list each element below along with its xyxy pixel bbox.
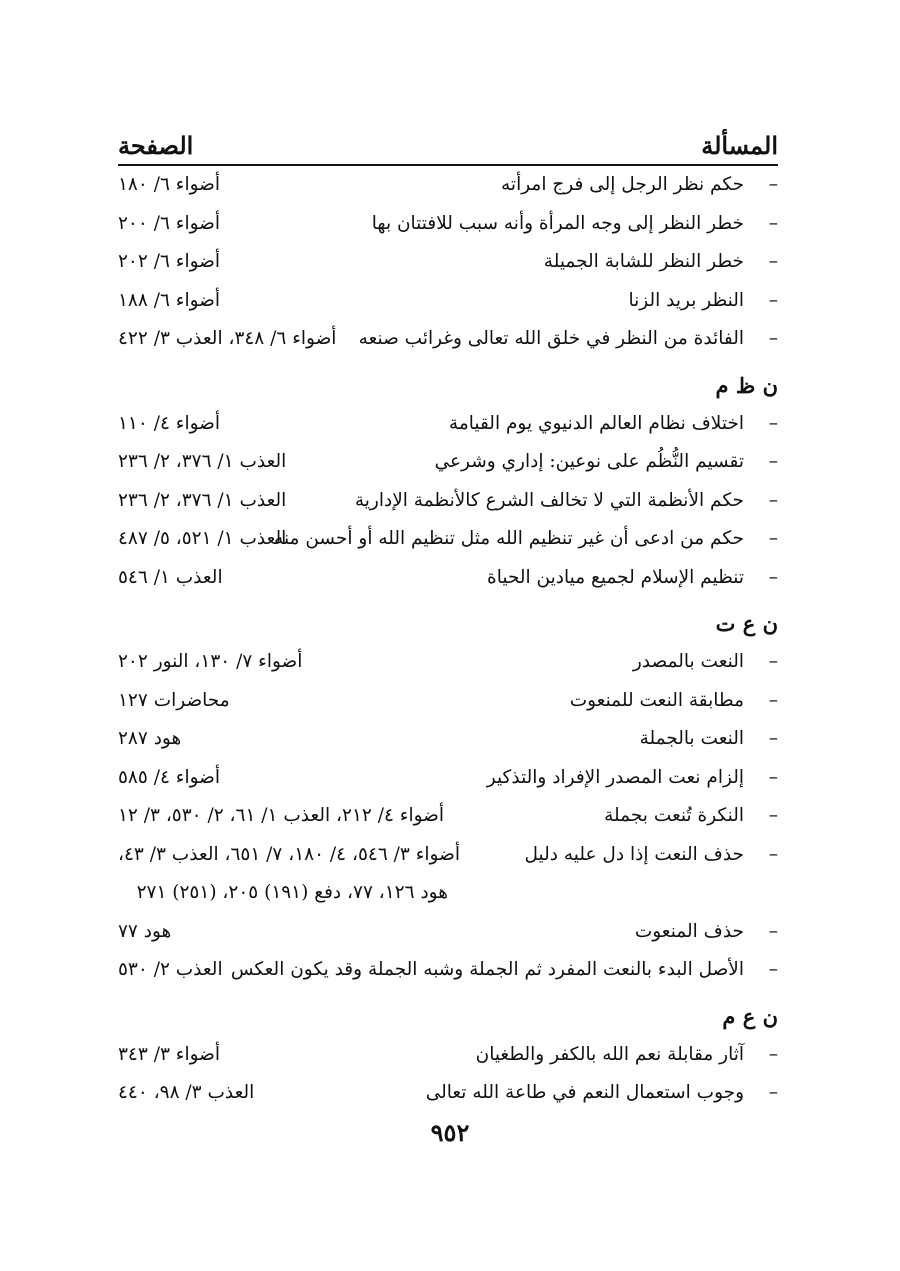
entry-dash: – [768,805,778,826]
entry-reference: أضواء ٧/ ١٣٠، النور ٢٠٢ [118,651,303,672]
index-page [118,120,778,1113]
entry-dash: – [768,251,778,272]
entry-reference: العذب ١/ ٣٧٦، ٢/ ٢٣٦ [118,489,287,511]
entry-topic: اختلاف نظام العالم الدنيوي يوم القيامة [448,412,744,434]
entry-dash: – [768,451,778,472]
entry-topic: الأصل البدء بالنعت المفرد ثم الجملة وشبه الجملة وقد يكون العكس [230,959,744,980]
entry-dash: – [768,412,778,434]
entry-reference: أضواء ٤/ ٢١٢، العذب ١/ ٦١، ٢/ ٥٣٠، ٣/ ١٢ [118,805,445,826]
entry-topic: الفائدة من النظر في خلق الله تعالى وغرائب صنعه [358,328,744,349]
entry-reference: العذب ١/ ٥٢١، ٥/ ٤٨٧ [118,528,287,549]
index-entry [118,797,778,836]
entry-reference: العذب ١/ ٥٤٦ [118,566,223,588]
entry-dash: – [768,489,778,511]
entry-dash: – [768,328,778,349]
entry-reference-continuation: هود ١٢٦، ٧٧، دفع (١٩١) ٢٠٥، (٢٥١) ٢٧١ [136,882,448,903]
entry-dash: – [768,959,778,980]
entry-dash: – [768,289,778,311]
entry-topic: إلزام نعت المصدر الإفراد والتذكير [486,766,744,788]
page-number: ٩٥٢ [430,1118,470,1147]
entry-reference: أضواء ٣/ ٥٤٦، ٤/ ١٨٠، ٧/ ٦٥١، العذب ٣/ ٤٣، [118,843,460,865]
index-entry [118,1074,778,1113]
entry-topic: حذف المنعوت [634,920,744,942]
index-entries [118,166,778,1113]
entry-dash: – [768,566,778,588]
entry-dash: – [768,843,778,865]
index-entry [118,443,778,482]
index-entry [118,836,778,875]
entry-reference: محاضرات ١٢٧ [118,689,230,711]
entry-topic: خطر النظر للشابة الجميلة [543,251,744,272]
index-entry [118,243,778,282]
section-heading: ن ع ت [715,611,778,636]
entry-topic: حذف النعت إذا دل عليه دليل [524,843,744,865]
entry-topic: حكم الأنظمة التي لا تخالف الشرع كالأنظمة الإدارية [354,489,744,511]
entry-topic: تقسيم النُّظُم على نوعين: إداري وشرعي [434,451,744,472]
entry-dash: – [768,766,778,788]
index-entry [118,720,778,759]
index-entry [118,205,778,244]
entry-reference: أضواء ٤/ ٥٨٥ [118,766,221,788]
entry-topic: تنظيم الإسلام لجميع ميادين الحياة [487,566,744,588]
header-page: الصفحة [118,131,194,160]
index-entry [118,320,778,359]
index-entry [118,282,778,321]
index-entry [118,643,778,682]
index-entry [118,951,778,990]
index-entry [118,166,778,205]
index-entry [118,482,778,521]
entry-dash: – [768,1082,778,1103]
index-entry [118,682,778,721]
entry-dash: – [768,528,778,549]
entry-topic: مطابقة النعت للمنعوت [569,689,744,711]
entry-topic: النظر بريد الزنا [628,289,744,311]
entry-reference: هود ٢٨٧ [118,728,182,749]
index-entry [118,1036,778,1075]
entry-reference: العذب ٣/ ٩٨، ٤٤٠ [118,1082,255,1103]
entry-reference: أضواء ٦/ ٣٤٨، العذب ٣/ ٤٢٢ [118,328,337,349]
index-entry [118,405,778,444]
entry-dash: – [768,689,778,711]
entry-topic: خطر النظر إلى وجه المرأة وأنه سبب للافتتان بها [371,212,744,234]
entry-reference: هود ٧٧ [118,920,172,942]
entry-reference: أضواء ٦/ ٢٠٠ [118,212,221,234]
index-entry [118,913,778,952]
entry-reference: أضواء ٤/ ١١٠ [118,412,221,434]
header-question: المسألة [701,131,778,160]
entry-dash: – [768,728,778,749]
entry-dash: – [768,1043,778,1065]
index-entry [118,559,778,598]
entry-reference: العذب ١/ ٣٧٦، ٢/ ٢٣٦ [118,451,287,472]
entry-dash: – [768,651,778,672]
entry-dash: – [768,174,778,195]
entry-dash: – [768,920,778,942]
section-heading: ن ع م [722,1003,778,1029]
entry-reference: أضواء ٦/ ١٨٠ [118,174,221,195]
entry-reference: أضواء ٦/ ٢٠٢ [118,251,221,272]
entry-topic: حكم نظر الرجل إلى فرج امرأته [501,174,744,195]
entry-topic: حكم من ادعى أن غير تنظيم الله مثل تنظيم الله أو أحسن منه [274,528,744,549]
entry-topic: النعت بالجملة [639,728,744,749]
entry-reference: أضواء ٦/ ١٨٨ [118,289,221,311]
entry-topic: وجوب استعمال النعم في طاعة الله تعالى [425,1082,744,1103]
index-entry [118,759,778,798]
entry-topic: النكرة تُنعت بجملة [604,805,744,826]
entry-topic: النعت بالمصدر [632,651,744,672]
section-heading: ن ظ م [715,372,778,398]
entry-reference: أضواء ٣/ ٣٤٣ [118,1043,221,1065]
index-entry [118,520,778,559]
entry-topic: آثار مقابلة نعم الله بالكفر والطغيان [475,1043,744,1065]
entry-reference: العذب ٢/ ٥٣٠ [118,959,223,980]
index-header [118,120,778,166]
entry-dash: – [768,212,778,234]
